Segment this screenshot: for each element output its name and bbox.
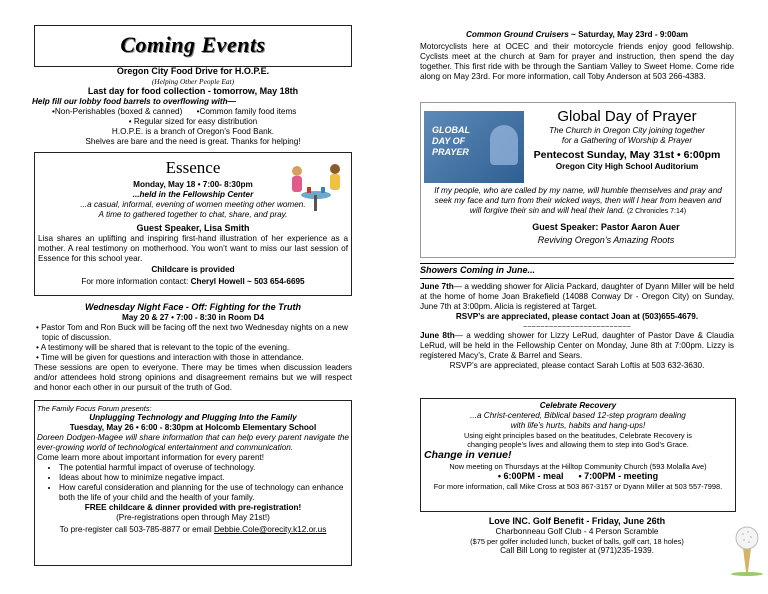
food-drive-last-day: Last day for food collection - tomorrow, May 18th: [87, 86, 299, 96]
family-focus-learn: Come learn more about important information for every parent!: [37, 453, 265, 462]
shower-1: [420, 282, 734, 312]
essence-desc-2: A time to gathered together to chat, share, and pray.: [98, 210, 288, 219]
wednesday-bullet-2: • A testimony will be shared that is relevant to the topic of the evening.: [36, 343, 290, 352]
recovery-line-4: changing people’s lives and allowing them to step into God’s Grace.: [467, 440, 689, 449]
essence-title: Essence: [165, 158, 221, 177]
family-focus-speaker-text: Doreen Dodgen-Magee will share information that can help every parent navigate the ever-growing world of technological entertainment and communication.: [37, 433, 349, 452]
essence-place: ...held in the Fellowship Center: [132, 190, 254, 199]
cruisers-date: ~ Saturday, May 23rd - 9:00am: [571, 30, 689, 39]
recovery-title: Celebrate Recovery: [539, 401, 617, 410]
shower-1-date: June 7th: [420, 282, 454, 291]
food-drive-item-1: •Non-Perishables (boxed & canned): [52, 107, 183, 116]
family-focus-contact-line: [35, 525, 351, 535]
cruisers-section: [420, 30, 734, 82]
wednesday-bullet-2-text: A testimony will be shared that is relevant to the topic of the evening.: [40, 343, 290, 352]
prayer-verse: [429, 186, 727, 217]
recovery-box: [420, 398, 736, 512]
family-focus-date: Tuesday, May 26 • 6:00 - 8:30pm at Holcomb Elementary School: [69, 423, 317, 432]
food-drive-help: Help fill our lobby food barrels to overflowing with—: [32, 97, 236, 106]
family-focus-contact: To pre-register call 503-785-8877 or email: [59, 525, 212, 534]
wednesday-section: [34, 302, 352, 393]
shower-divider: ~~~~~~~~~~~~~~~~~~~~~~~~~: [523, 322, 631, 331]
recovery-line-3: Using eight principles based on the beatitudes, Celebrate Recovery is: [463, 431, 692, 440]
recovery-line-2: with life’s hurts, habits and hang-ups!: [510, 421, 646, 430]
shower-1-rsvp: RSVP’s are appreciated, please contact Joan at (503)655-4679.: [455, 312, 699, 321]
shower-2-rsvp: RSVP’s are appreciated, please contact Sarah Loftis at 503 632-3630.: [449, 361, 705, 370]
prayer-date: Pentecost Sunday, May 31st • 6:00pm: [533, 149, 721, 161]
family-focus-box: [34, 400, 352, 566]
family-focus-email-link[interactable]: Debbie.Cole@orecity.k12.or.us: [213, 525, 327, 534]
women-chatting-illustration: [285, 157, 347, 213]
coming-events-title: Coming Events: [120, 32, 266, 57]
family-focus-bullet-2: • Ideas about how to minimize negative impact.: [59, 473, 351, 483]
cruisers-title: Common Ground Cruisers: [465, 30, 569, 39]
essence-contact: Cheryl Howell ~ 503 654-6695: [190, 277, 305, 286]
recovery-line-1: ...a Christ-centered, Biblical based 12-step program dealing: [470, 411, 686, 420]
food-drive-section: [34, 66, 352, 147]
essence-desc-1: ...a casual, informal, evening of women meeting other women.: [80, 200, 306, 209]
shower-2-date: June 8th: [420, 331, 455, 340]
golf-line-2: ($75 per golfer included lunch, bucket of balls, golf cart, 18 holes): [470, 537, 684, 546]
prayer-title: Global Day of Prayer: [557, 108, 697, 125]
global-day-of-prayer-logo: [424, 111, 524, 183]
prayer-verse-ref: (2 Chronicles 7:14): [626, 208, 687, 215]
shower-2-text: — a wedding shower for Lizzy LeRud, daughter of Pastor Dave & Claudia LeRud, will be held in the Fellowship Center on Monday, June 8th at 7:00pm. Lizzy is registered Macy’s, Crate & Barrel and Sears.: [420, 331, 734, 360]
golf-ball-tee-icon: [729, 518, 765, 576]
family-focus-intro: The Family Focus Forum presents:: [37, 404, 152, 413]
family-focus-bullets: [35, 463, 351, 503]
recovery-contact: For more information, call Mike Cross at 503 867-3157 or Dyann Miller at 503 557-7998.: [433, 482, 723, 491]
prayer-speaker: Guest Speaker: Pastor Aaron Auer: [532, 222, 680, 232]
essence-box: [34, 152, 352, 296]
wednesday-bullet-3-text: Time will be given for questions and interaction with those in attendance.: [41, 353, 304, 362]
food-drive-hope: H.O.P.E. is a branch of Oregon’s Food Bank.: [111, 127, 275, 136]
essence-speaker: Guest Speaker, Lisa Smith: [136, 223, 250, 233]
prayer-verse-text: If my people, who are called by my name, will humble themselves and pray and seek my face and turn from their wicked ways, then will I hear from heaven and will forgive their sin and will heal their land.: [434, 186, 722, 215]
family-focus-bullet-3: • How careful consideration and planning for the use of technology can enhance both the life of your child and the health of your family.: [59, 483, 351, 503]
prayer-sub-1: The Church in Oregon City joining together: [549, 126, 705, 135]
showers-title: Showers Coming in June...: [420, 265, 536, 275]
prayer-place: Oregon City High School Auditorium: [555, 162, 699, 171]
cruisers-header: [420, 30, 734, 40]
essence-body: Lisa shares an uplifting and inspiring first-hand illustration of her experience as a mother. A real testimony on motherhood. You won’t want to miss our last session of Essence for this school year.: [38, 234, 348, 263]
coming-events-banner: [34, 25, 352, 67]
golf-line-1: Charbonneau Golf Club - 4 Person Scramble: [495, 527, 659, 536]
food-drive-items: [34, 107, 352, 117]
food-drive-item-2: •Common family food items: [196, 107, 297, 116]
prayer-box: [420, 102, 736, 258]
cruisers-body: Motorcyclists here at OCEC and their motorcycle friends enjoy good fellowship. Cyclists meet at the church at 9am for prayer and instruction, then spend the day together. This first ride with be through the Santiam Valley to Sweet Home. Come ride along on May 23rd. For more information, call Toby Anderson at 503 266-4383.: [420, 42, 734, 81]
food-drive-title: Oregon City Food Drive for H.O.P.E.: [116, 66, 270, 76]
wednesday-body: These sessions are open to everyone. There may be times when discussion leaders and/or attendees hold strong opinions and disagreement remains but we will respect and honor each other in our pursuit of the truth of God.: [34, 363, 352, 392]
essence-childcare: Childcare is provided: [151, 265, 235, 274]
essence-date: Monday, May 18 • 7:00- 8:30pm: [133, 180, 253, 189]
golf-title: Love INC. Golf Benefit - Friday, June 26th: [488, 516, 666, 526]
shower-1-text: — a wedding shower for Alicia Packard, daughter of Dyann Miller will be held at the home of home Joan Brakefield (14088 Conway Dr - Oregon City) on Sunday, June 7th at 3:00pm. Alicia is registered at Target.: [420, 282, 734, 311]
recovery-change: Change in venue!: [424, 449, 512, 461]
logo-hands: [490, 125, 518, 165]
recovery-times: • 6:00PM - meal • 7:00PM - meeting: [497, 471, 659, 481]
prayer-theme: Reviving Oregon’s Amazing Roots: [537, 235, 675, 245]
golf-section: [420, 516, 734, 556]
prayer-sub-2: for a Gathering of Worship & Prayer: [561, 136, 693, 145]
wednesday-date: May 20 & 27 • 7:00 - 8:30 in Room D4: [121, 313, 265, 322]
wednesday-bullet-1: • Pastor Tom and Ron Buck will be facing off the next two Wednesday nights on a new topic of discussion.: [36, 323, 348, 342]
logo-text: GLOBAL DAY OF PRAYER: [432, 125, 470, 157]
recovery-meet: Now meeting on Thursdays at the Hilltop Community Church (593 Molalla Ave): [449, 462, 707, 471]
showers-rule-bottom: [420, 278, 734, 279]
showers-rule-top: [420, 263, 734, 264]
family-focus-free: FREE childcare & dinner provided with pre-registration!: [84, 503, 302, 512]
wednesday-bullet-1-text: Pastor Tom and Ron Buck will be facing off the next two Wednesday nights on a new topic of discussion.: [41, 323, 348, 342]
golf-line-3: Call Bill Long to register at (971)235-1939.: [500, 546, 654, 555]
showers-section: [420, 265, 734, 371]
food-drive-subtitle: (Helping Other People Eat): [151, 77, 235, 86]
family-focus-bullet-1: • The potential harmful impact of overuse of technology.: [59, 463, 351, 473]
food-drive-item-3: • Regular sized for easy distribution: [128, 117, 258, 126]
food-drive-shelves: Shelves are bare and the need is great. Thanks for helping!: [85, 137, 301, 146]
family-focus-prereg: (Pre-registrations open through May 21st!): [116, 513, 270, 522]
wednesday-title: Wednesday Night Face - Off: Fighting for the Truth: [85, 302, 301, 312]
wednesday-bullets: [34, 323, 352, 363]
essence-contact-line: [35, 277, 351, 287]
essence-contact-label: For more information contact:: [81, 277, 189, 286]
prayer-heading: [521, 107, 733, 172]
shower-2: [420, 331, 734, 361]
wednesday-bullet-3: • Time will be given for questions and interaction with those in attendance.: [36, 353, 304, 362]
family-focus-title: Unplugging Technology and Plugging Into the Family: [89, 413, 297, 422]
